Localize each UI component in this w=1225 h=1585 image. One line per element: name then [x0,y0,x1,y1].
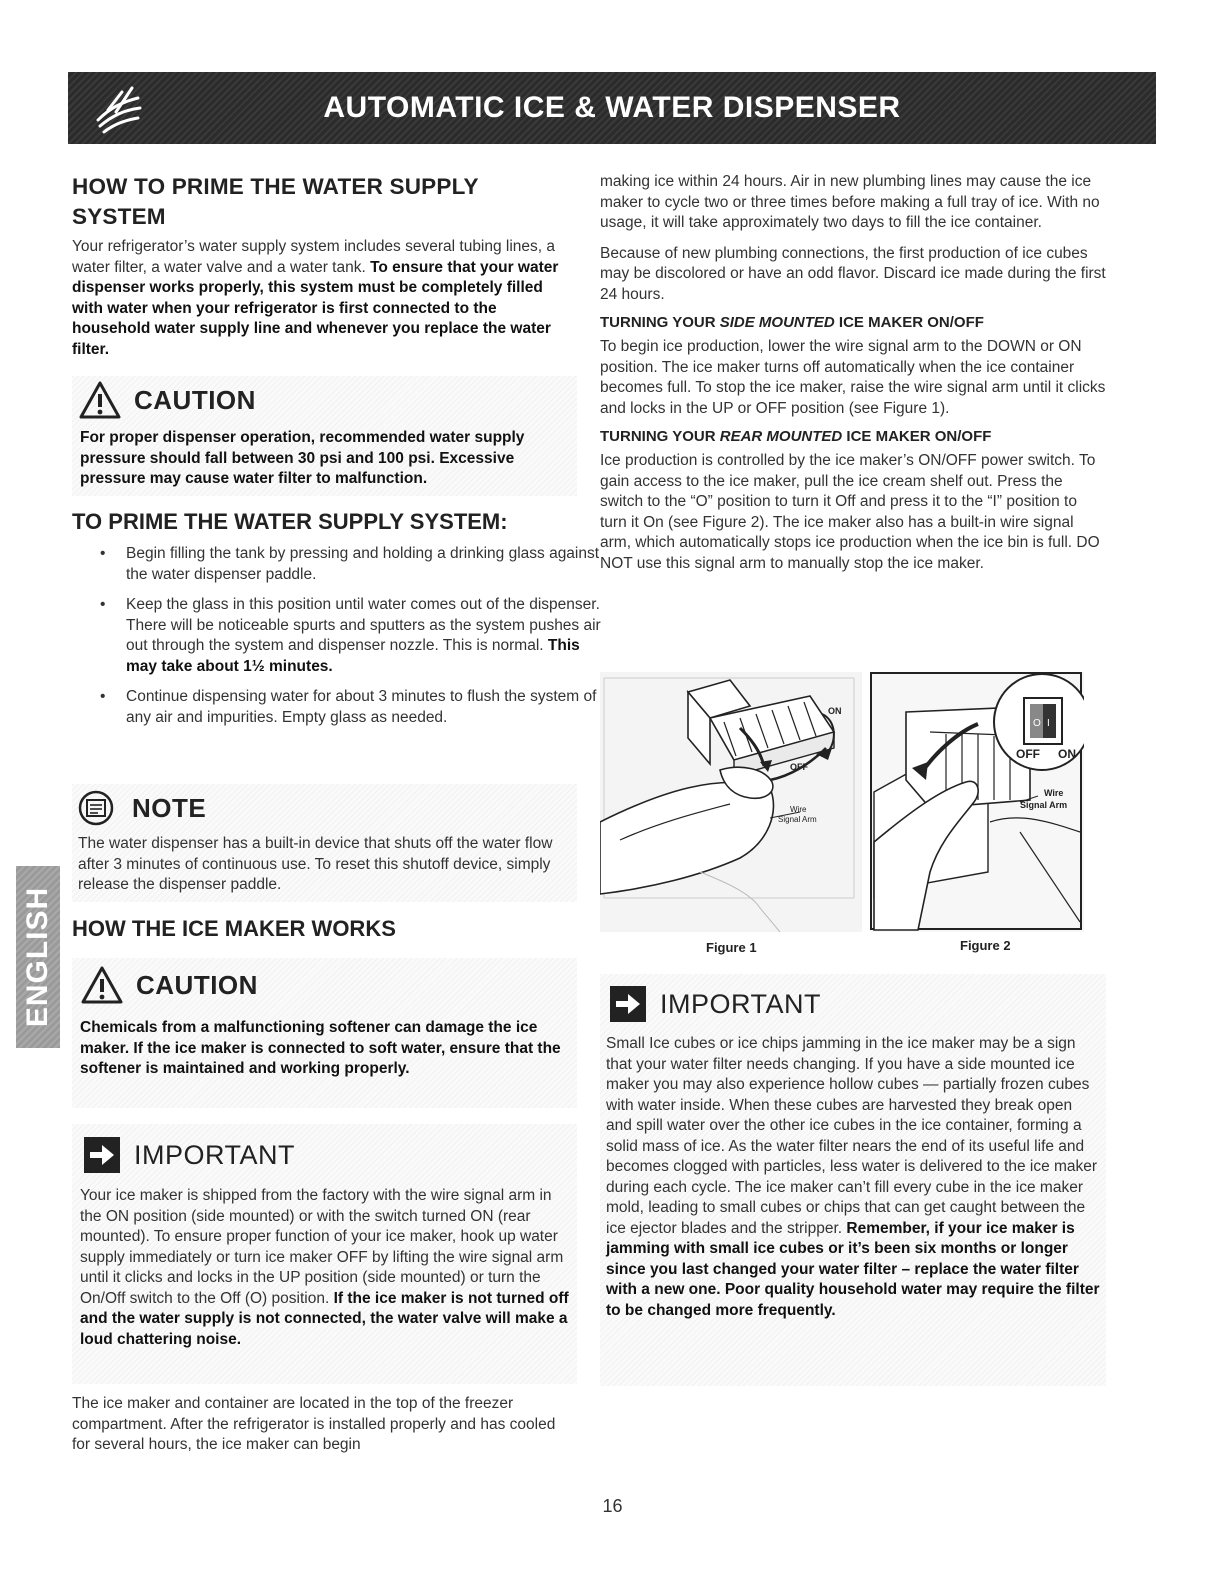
arrow-right-box-icon [608,984,648,1024]
ice-maker-heading: HOW THE ICE MAKER WORKS [72,916,396,941]
banner-title: AUTOMATIC ICE & WATER DISPENSER [323,91,901,124]
rear-mounted-text: Ice production is controlled by the ice maker’s ON/OFF power switch. To gain access to the ice maker, pull the ice cream shelf out. Press the switch to the “O” position to turn it Off and press it to the “I” position to turn it On (see Figure 2). The ice maker also has a built-in wire signal arm, which automatically stops ice production when the ice bin is full. DO NOT use this signal arm to manually stop the ice maker. [600,452,1100,572]
prime-heading-line2: SYSTEM [72,204,166,229]
note-text: The water dispenser has a built-in device that shuts off the water flow after 3 minutes of continuous use. To reset this shutoff device, simply release the dispenser paddle. [78,835,553,893]
svg-text:I: I [1047,718,1050,729]
figure-1-on-label: ON [828,706,842,716]
page-number: 16 [602,1496,623,1516]
rear-heading-emphasis: REAR MOUNTED [719,428,843,445]
caution-text [72,424,577,490]
caution-text-bold: For proper dispenser operation, recommended water supply pressure should fall between 30 psi and 100 psi. Excessive pressure may cause water filter to malfunction. [80,429,525,487]
figure-2-caption: Figure 2 [960,938,1011,953]
section-banner [68,72,1156,144]
figure-1-off-label: OFF [790,762,808,772]
prime-intro [72,237,577,360]
important-text [72,1186,577,1350]
prime-intro-text: Your refrigerator’s water supply system includes several tubing lines, a water filter, a water valve and a water tank. [72,238,556,276]
important-text-regular: Your ice maker is shipped from the factory with the wire signal arm in the ON position (side mounted) or with the switch turned ON (rear mounted). To ensure proper function of your ice maker, hook up water supply immediately or turn ice maker OFF by lifting the wire signal arm until it clicks and locks in the UP position (side mounted) or turn the On/Off switch to the Off (O) position. [80,1187,564,1307]
right-column [600,172,1106,574]
language-tab [16,866,60,1048]
caution-header [72,958,577,1012]
warning-triangle-icon [80,965,124,1005]
side-mounted-text: To begin ice production, lower the wire signal arm to the DOWN or ON position. The ice maker turns off automatically when the ice container becomes full. To stop the ice maker, raise the wire signal arm until it clicks and locks in the UP or OFF position (see Figure 1). [600,338,1106,417]
note-header [72,784,577,832]
figure-2-off-label: OFF [1016,747,1040,761]
rear-heading-prefix: TURNING YOUR [600,428,720,445]
svg-text:O: O [1033,718,1041,729]
caution-text [72,1012,577,1080]
prime-heading [72,172,577,232]
step-1-text: Begin filling the tank by pressing and holding a drinking glass against the water dispenser paddle. [126,545,600,583]
side-heading-suffix: ICE MAKER ON/OFF [834,314,984,331]
side-heading-emphasis: SIDE MOUNTED [719,314,835,331]
location-text: The ice maker and container are located in the top of the freezer compartment. After the refrigerator is installed properly and has cooled for several hours, the ice maker can begin [72,1395,556,1453]
caution-box-softener [72,958,577,1108]
important-title: IMPORTANT [134,1139,296,1170]
caution-title: CAUTION [134,384,256,415]
figure-1-wire-label-line1: Wire [790,805,807,814]
figure-1-illustration [600,672,862,932]
note-icon [76,788,120,828]
important-text-bold: Remember, if your ice maker is jamming with small ice cubes or it’s been six months or longer since you last changed your water filter – replace the water filter with a new one. Poor quality household water may require the filter to be changed more frequently. [606,1219,1100,1319]
side-heading-prefix: TURNING YOUR [600,314,720,331]
important-header [72,1124,577,1186]
list-item [100,595,605,677]
list-item [100,544,605,585]
plumbing-text: Because of new plumbing connections, the first production of ice cubes may be discolored or have an odd flavor. Discard ice made during the first 24 hours. [600,244,1106,303]
prime-intro-bold: To ensure that your water dispenser works properly, this system must be completely filled with water when your refrigerator is first connected to the household water supply line and whenever you replace the water filter. [72,258,559,358]
figure-2-wire-label-line2: Signal Arm [1020,800,1068,810]
to-prime-heading: TO PRIME THE WATER SUPPLY SYSTEM: [72,509,508,534]
figure-2-on-label: ON [1058,747,1076,761]
important-box-shipping [72,1124,577,1384]
left-column [72,172,577,360]
step-2-bold: This may take about 1½ minutes. [126,637,580,675]
arrow-right-box-icon [82,1135,122,1175]
water-splash-icon [88,80,146,136]
important-header [600,974,1106,1034]
side-mounted-heading [600,313,1106,333]
figure-1-wire-label-line2: Signal Arm [778,815,817,824]
caution-title: CAUTION [136,969,258,1000]
note-box [72,784,577,902]
prime-heading-line1: HOW TO PRIME THE WATER SUPPLY [72,174,479,199]
figure-2-wire-label-line1: Wire [1044,788,1064,798]
warning-triangle-icon [78,380,122,420]
rear-mounted-heading [600,427,1106,447]
caution-header [72,376,577,424]
important-text [600,1034,1106,1321]
language-tab-label: ENGLISH [21,886,55,1028]
note-title: NOTE [132,792,207,823]
prime-steps-list [100,544,605,738]
figure-2-illustration [870,672,1084,932]
list-item [100,687,605,728]
step-3-text: Continue dispensing water for about 3 minutes to flush the system of any air and impurities. Empty glass as needed. [126,688,597,726]
figure-1-caption: Figure 1 [706,940,757,955]
important-text-regular: Small Ice cubes or ice chips jamming in the ice maker may be a sign that your water filter needs changing. If you have a side mounted ice maker you may also experience hollow cubes — partially frozen cubes with water inside. When these cubes are harvested they break open and spill water over the other ice cubes in the ice container, forming a solid mass of ice. As the water filter nears the end of its useful life and becomes clogged with particles, less water is delivered to the ice maker during each cycle. The ice maker can’t fill every cube in the ice maker mold, leading to small cubes or chips that can get caught between the ice ejector blades and the stripper. [606,1035,1098,1237]
rear-heading-suffix: ICE MAKER ON/OFF [842,428,992,445]
important-box-filter [600,974,1106,1386]
step-2-text: Keep the glass in this position until water comes out of the dispenser. There will be noticeable spurts and sputters as the system pushes air out through the system and dispenser nozzle. This is normal. [126,596,601,654]
important-text-bold: If the ice maker is not turned off and the water supply is not connected, the water valve will make a loud chattering noise. [80,1289,569,1348]
caution-box-pressure [72,376,577,496]
caution-text-bold: Chemicals from a malfunctioning softener can damage the ice maker. If the ice maker is connected to soft water, ensure that the softener is maintained and working properly. [80,1019,561,1077]
important-title: IMPORTANT [660,988,822,1019]
continue-text: making ice within 24 hours. Air in new plumbing lines may cause the ice maker to cycle two or three times before making a full tray of ice. With no usage, it will take approximately two days to fill the ice container. [600,173,1100,231]
